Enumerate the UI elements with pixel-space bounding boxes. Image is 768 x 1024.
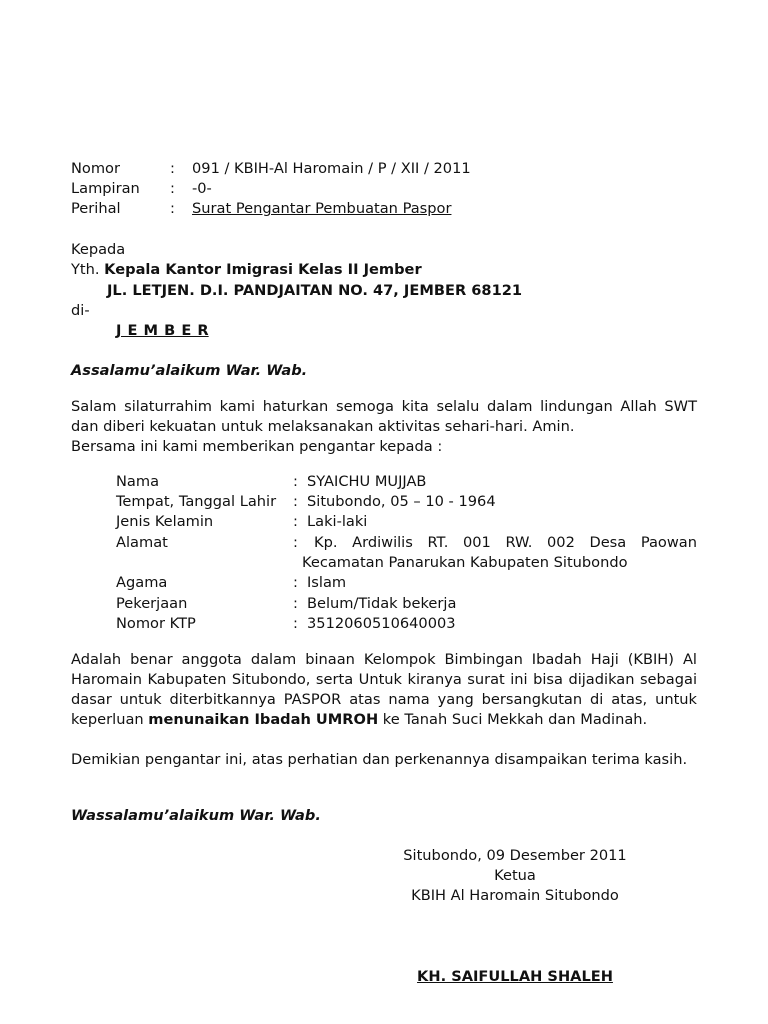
greeting: Assalamu’alaikum War. Wab. [71, 362, 308, 379]
recipient-line [71, 260, 422, 280]
lampiran-value: -0- [192, 180, 212, 197]
agama-label: Agama [116, 574, 168, 591]
nama-value: SYAICHU MUJJAB [307, 473, 427, 490]
ttl-sep: : [293, 493, 298, 510]
lampiran-sep: : [170, 180, 175, 197]
signature-name: KH. SAIFULLAH SHALEH [417, 968, 613, 985]
closing-paragraph: Demikian pengantar ini, atas perhatian dan perkenannya disampaikan terima kasih. [71, 751, 688, 768]
pekerjaan-label: Pekerjaan [116, 595, 188, 612]
signature-org: KBIH Al Haromain Situbondo [411, 887, 619, 904]
recipient-city: J E M B E R [116, 322, 209, 339]
ttl-value: Situbondo, 05 – 10 - 1964 [307, 493, 496, 510]
agama-sep: : [293, 574, 298, 591]
body-paragraph [71, 650, 697, 730]
ttl-label: Tempat, Tanggal Lahir [116, 493, 277, 510]
signature-title: Ketua [494, 867, 536, 884]
body-text-2: ke Tanah Suci Mekkah dan Madinah. [378, 711, 648, 728]
nama-sep: : [293, 473, 298, 490]
body-text-1: Adalah benar anggota dalam binaan Kelompok Bimbingan Ibadah Haji (KBIH) Al Haromain Kabupaten Situbondo, serta Untuk kiranya surat ini bisa dijadikan sebagai dasar untuk diterbitkannya PASPOR atas nama yang bersangkutan di atas, untuk keperluan [71, 651, 697, 728]
nomor-label: Nomor [71, 160, 120, 177]
nama-label: Nama [116, 473, 160, 490]
alamat-label: Alamat [116, 534, 168, 551]
perihal-value: Surat Pengantar Pembuatan Paspor [192, 200, 452, 217]
perihal-label: Perihal [71, 200, 121, 217]
nomor-sep: : [170, 160, 175, 177]
ktp-label: Nomor KTP [116, 615, 196, 632]
perihal-sep: : [170, 200, 175, 217]
ktp-sep: : [293, 615, 298, 632]
alamat-value: Kp. Ardiwilis RT. 001 RW. 002 Desa Paowan Kecamatan Panarukan Kabupaten Situbondo [302, 534, 697, 571]
kepada-label: Kepada [71, 241, 126, 258]
pekerjaan-value: Belum/Tidak bekerja [307, 595, 457, 612]
agama-value: Islam [307, 574, 347, 591]
yth-prefix: Yth. [71, 261, 100, 278]
di-label: di- [71, 302, 90, 319]
recipient-name: Kepala Kantor Imigrasi Kelas II Jember [104, 261, 422, 278]
lampiran-label: Lampiran [71, 180, 140, 197]
pekerjaan-sep: : [293, 595, 298, 612]
intro-paragraph: Salam silaturrahim kami haturkan semoga kita selalu dalam lindungan Allah SWT dan diberi kekuatan untuk melaksanakan aktivitas sehari-hari. Amin. [71, 398, 697, 435]
nomor-value: 091 / KBIH-Al Haromain / P / XII / 2011 [192, 160, 471, 177]
signature-place-date: Situbondo, 09 Desember 2011 [403, 847, 627, 864]
intro-line-2: Bersama ini kami memberikan pengantar kepada : [71, 438, 443, 455]
body-bold-text: menunaikan Ibadah UMROH [148, 711, 379, 728]
jk-sep: : [293, 513, 298, 530]
ktp-value: 3512060510640003 [307, 615, 456, 632]
alamat-sep: : [293, 534, 298, 551]
jk-value: Laki-laki [307, 513, 368, 530]
jk-label: Jenis Kelamin [116, 513, 214, 530]
closing-greeting: Wassalamu’alaikum War. Wab. [71, 807, 321, 824]
recipient-address: JL. LETJEN. D.I. PANDJAITAN NO. 47, JEMBER 68121 [107, 282, 523, 299]
